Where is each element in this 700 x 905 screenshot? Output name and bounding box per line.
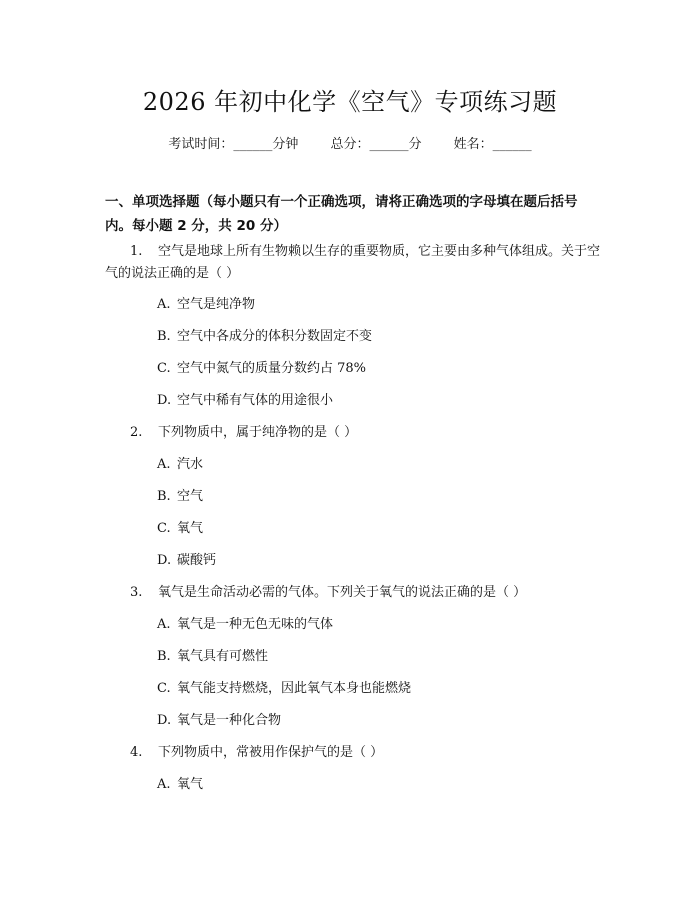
option-letter: B. — [157, 329, 171, 344]
option-letter: A. — [157, 457, 171, 472]
question-number: 1. — [130, 244, 143, 259]
option-text: 氧气是一种无色无味的气体 — [177, 617, 334, 632]
question-1 — [105, 241, 600, 285]
option-text: 空气中氮气的质量分数约占 78% — [177, 361, 367, 376]
option-letter: A. — [157, 297, 171, 312]
option-letter: C. — [157, 361, 171, 376]
option-letter: B. — [157, 649, 171, 664]
question-1-option-c — [157, 358, 366, 380]
option-text: 空气 — [177, 489, 204, 504]
option-text: 氧气 — [177, 521, 204, 536]
question-4 — [105, 742, 600, 764]
question-1-option-a — [157, 294, 255, 316]
question-number: 4. — [130, 745, 143, 760]
question-text: 下列物质中，常被用作保护气的是（ ） — [158, 745, 384, 760]
option-text: 碳酸钙 — [177, 553, 217, 568]
question-1-option-b — [157, 326, 372, 348]
option-letter: A. — [157, 617, 171, 632]
question-number: 2. — [130, 425, 143, 440]
page-title: 2026 年初中化学《空气》专项练习题 — [142, 88, 558, 116]
option-text: 空气是纯净物 — [177, 297, 256, 312]
question-number: 3. — [130, 585, 143, 600]
option-text: 氧气 — [177, 777, 204, 792]
question-3 — [105, 582, 600, 604]
question-3-option-a — [157, 614, 333, 636]
exam-meta-row — [0, 133, 700, 152]
option-letter: D. — [157, 553, 172, 568]
option-letter: B. — [157, 489, 171, 504]
question-text: 空气是地球上所有生物赖以生存的重要物质，它主要由多种气体组成。关于空气的说法正确的是（ ） — [105, 244, 601, 281]
question-1-option-d — [157, 390, 333, 412]
option-letter: C. — [157, 521, 171, 536]
option-letter: A. — [157, 777, 171, 792]
exam-time-field: 考试时间：______分钟 — [168, 137, 299, 152]
option-text: 空气中稀有气体的用途很小 — [177, 393, 334, 408]
option-text: 氧气具有可燃性 — [177, 649, 269, 664]
question-2 — [105, 422, 600, 444]
question-text: 下列物质中，属于纯净物的是（ ） — [158, 425, 358, 440]
section-heading: 一、单项选择题（每小题只有一个正确选项，请将正确选项的字母填在题后括号内。每小题 2 分，共 20 分） — [105, 194, 578, 234]
question-3-option-b — [157, 646, 268, 668]
question-3-option-d — [157, 710, 281, 732]
question-2-option-a — [157, 454, 203, 476]
option-text: 空气中各成分的体积分数固定不变 — [177, 329, 373, 344]
question-2-option-b — [157, 486, 203, 508]
question-text: 氧气是生命活动必需的气体。下列关于氧气的说法正确的是（ ） — [158, 585, 527, 600]
total-score-field: 总分：______分 — [330, 137, 422, 152]
option-text: 汽水 — [177, 457, 204, 472]
question-3-option-c — [157, 678, 411, 700]
option-text: 氧气能支持燃烧，因此氧气本身也能燃烧 — [177, 681, 412, 696]
question-2-option-d — [157, 550, 216, 572]
option-letter: D. — [157, 713, 172, 728]
question-4-option-a — [157, 774, 203, 796]
student-name-field: 姓名：______ — [453, 137, 532, 152]
option-text: 氧气是一种化合物 — [177, 713, 282, 728]
option-letter: D. — [157, 393, 172, 408]
question-2-option-c — [157, 518, 203, 540]
option-letter: C. — [157, 681, 171, 696]
